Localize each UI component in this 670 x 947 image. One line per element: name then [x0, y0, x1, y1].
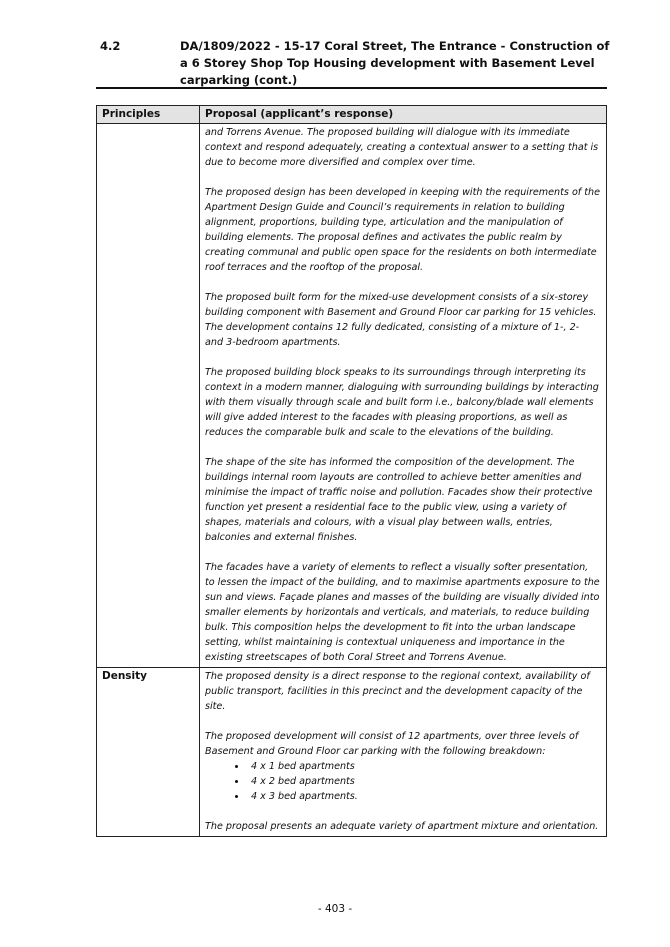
table-header-row — [97, 106, 607, 124]
paragraph: The proposed built form for the mixed-use development consists of a six-storey building component with Basement and Ground Floor car parking for 15 vehicles. The development contains 12 fully dedicated, consisting of a mixture of 1-, 2- and 3-bedroom apartments. — [205, 292, 597, 348]
header-principles: Principles — [97, 106, 200, 124]
row-body — [200, 124, 607, 668]
paragraph: The proposed density is a direct response to the regional context, availability of public transport, facilities in this precinct and the development capacity of the site. — [205, 671, 590, 712]
list-item: • 4 x 2 bed apartments — [247, 774, 600, 789]
page-number: - 403 - — [317, 903, 353, 915]
paragraph: The shape of the site has informed the composition of the development. The buildings internal room layouts are controlled to achieve better amenities and minimise the impact of traffic noise and pollution. Facades show their protective function yet present a residential face to the public view, using a variety of shapes, materials and colours, with a visual play between walls, entries, balconies and external finishes. — [205, 457, 593, 543]
paragraph: The proposed development will consist of 12 apartments, over three levels of Basement and Ground Floor car parking with the following breakdown: — [205, 731, 579, 757]
report-header — [100, 38, 610, 89]
table-row — [97, 124, 607, 668]
list-item: • 4 x 1 bed apartments — [247, 759, 600, 774]
paragraph: The proposal presents an adequate variety of apartment mixture and orientation. — [205, 821, 599, 832]
row-body-density — [200, 668, 607, 837]
row-label — [97, 124, 200, 668]
list-item: • 4 x 3 bed apartments. — [247, 789, 600, 804]
item-title: DA/1809/2022 - 15-17 Coral Street, The Entrance - Construction of a 6 Storey Shop Top Housing development with Basement Level carparking (cont.) — [180, 39, 610, 87]
row-label-density: Density — [97, 668, 200, 837]
paragraph: The facades have a variety of elements to reflect a visually softer presentation, to lessen the impact of the building, and to maximise apartments exposure to the sun and views. Façade planes and masses of the building are visually divided into smaller elements by horizontals and verticals, and materials, to reduce building bulk. This composition helps the development to fit into the urban landscape setting, whilst maintaining is contextual uniqueness and importance in the existing streetscapes of both Coral Street and Torrens Avenue. — [205, 562, 600, 663]
header-proposal: Proposal (applicant’s response) — [200, 106, 607, 124]
principles-table — [96, 105, 607, 837]
item-number: 4.2 — [100, 39, 121, 53]
paragraph: The proposed building block speaks to its surroundings through interpreting its context in a modern manner, dialoguing with surrounding buildings by interacting with them visually through scale and built form i.e., balcony/blade wall elements will give added interest to the facades with pleasing proportions, as well as reduces the comparable bulk and scale to the elevations of the building. — [205, 367, 599, 438]
header-rule — [96, 87, 607, 89]
apartment-breakdown-list — [205, 759, 600, 804]
paragraph: The proposed design has been developed in keeping with the requirements of the Apartment Design Guide and Council’s requirements in relation to building alignment, proportions, building type, articulation and the manipulation of building elements. The proposal defines and activates the public realm by creating communal and public open space for the residents on both intermediate roof terraces and the rooftop of the proposal. — [205, 187, 600, 273]
table-row — [97, 668, 607, 837]
paragraph: and Torrens Avenue. The proposed building will dialogue with its immediate context and respond adequately, creating a contextual answer to a setting that is due to become more diversified and complex over time. — [205, 127, 599, 168]
